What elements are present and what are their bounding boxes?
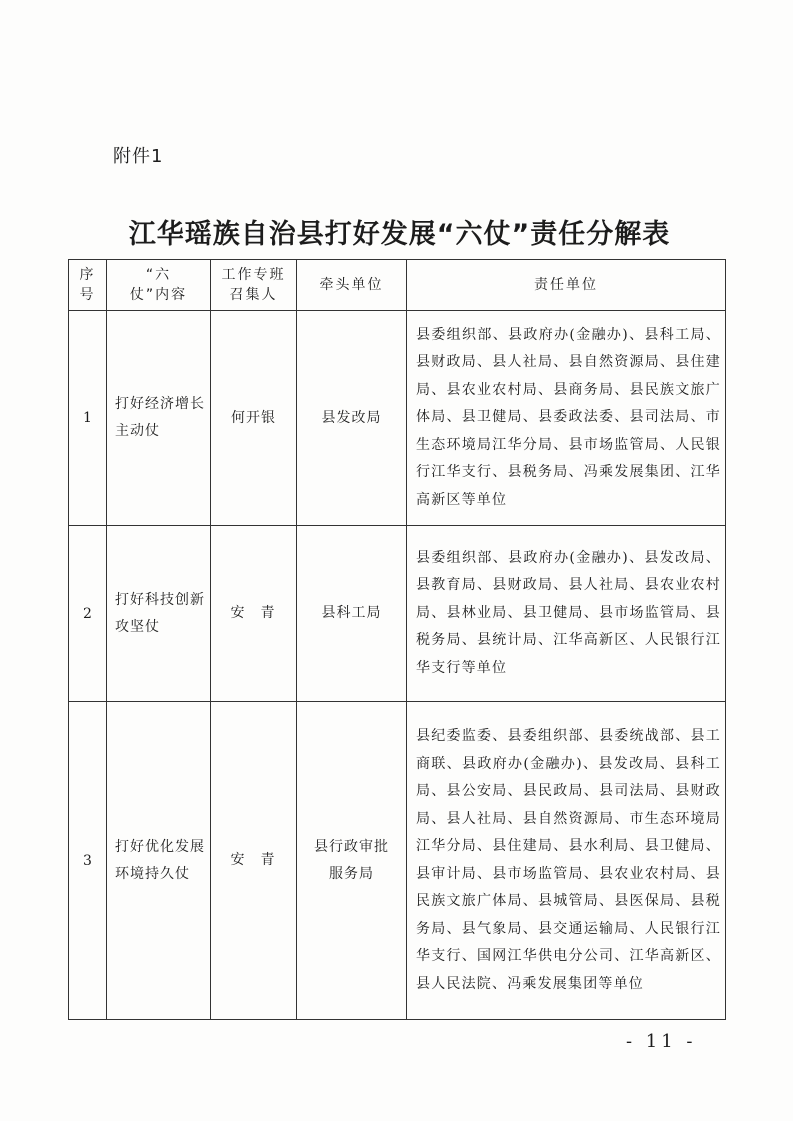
- row-content: 打好科技创新攻坚仗: [107, 526, 211, 702]
- row-content: 打好优化发展环境持久仗: [107, 702, 211, 1020]
- header-seq: 序号: [69, 260, 107, 311]
- table-header-row: [69, 260, 726, 311]
- header-convener: 工作专班召集人: [211, 260, 297, 311]
- row-seq: 1: [69, 311, 107, 526]
- table-row: [69, 526, 726, 702]
- header-content: “六仗”内容: [107, 260, 211, 311]
- row-seq: 3: [69, 702, 107, 1020]
- table-row: [69, 702, 726, 1020]
- row-responsible: 县纪委监委、县委组织部、县委统战部、县工商联、县政府办(金融办)、县发改局、县科工局、县公安局、县民政局、县司法局、县财政局、县人社局、县自然资源局、市生态环境局江华分局、县住建局、县水利局、县卫健局、县审计局、县市场监管局、县农业农村局、县民族文旅广体局、县城管局、县医保局、县税务局、县气象局、县交通运输局、人民银行江华支行、国网江华供电分公司、江华高新区、县人民法院、冯乘发展集团等单位: [407, 702, 726, 1020]
- header-lead: 牵头单位: [297, 260, 407, 311]
- row-convener: 何开银: [211, 311, 297, 526]
- table-row: [69, 311, 726, 526]
- row-lead: 县行政审批服务局: [297, 702, 407, 1020]
- row-lead: 县科工局: [297, 526, 407, 702]
- page-title: 江华瑶族自治县打好发展“六仗”责任分解表: [128, 219, 671, 250]
- page-number: - 11 -: [626, 1031, 697, 1052]
- row-content: 打好经济增长主动仗: [107, 311, 211, 526]
- row-responsible: 县委组织部、县政府办(金融办)、县科工局、县财政局、县人社局、县自然资源局、县住建局、县农业农村局、县商务局、县民族文旅广体局、县卫健局、县委政法委、县司法局、市生态环境局江华分局、县市场监管局、人民银行江华支行、县税务局、冯乘发展集团、江华高新区等单位: [407, 311, 726, 526]
- attachment-label: 附件1: [113, 146, 164, 167]
- row-convener: 安青: [211, 526, 297, 702]
- header-responsible: 责任单位: [407, 260, 726, 311]
- row-lead: 县发改局: [297, 311, 407, 526]
- responsibility-table: [68, 259, 726, 1020]
- row-responsible: 县委组织部、县政府办(金融办)、县发改局、县教育局、县财政局、县人社局、县农业农村局、县林业局、县卫健局、县市场监管局、县税务局、县统计局、江华高新区、人民银行江华支行等单位: [407, 526, 726, 702]
- row-convener: 安青: [211, 702, 297, 1020]
- row-seq: 2: [69, 526, 107, 702]
